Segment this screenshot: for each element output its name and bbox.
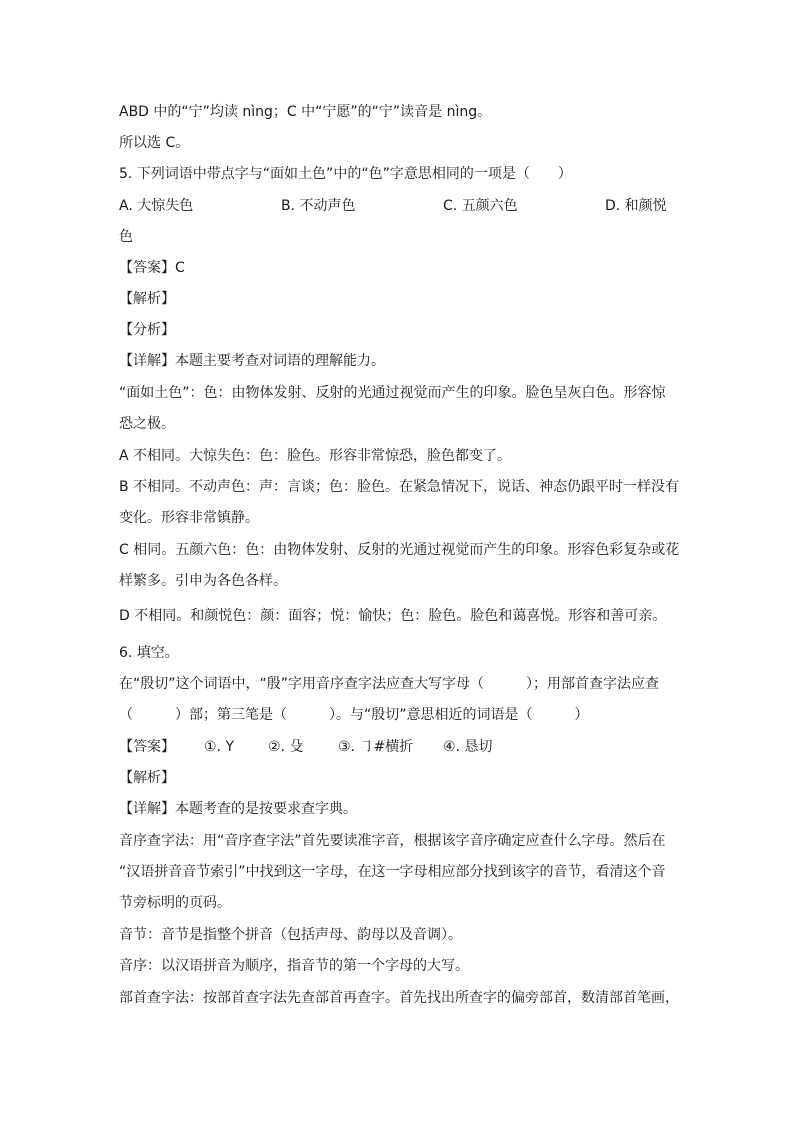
option-a: A. 大惊失色 xyxy=(119,198,194,214)
analysis-label: 【解析】 xyxy=(119,770,175,786)
paragraph-line: 在“殷切”这个词语中，“殷”字用音序查字法应查大写字母（ ）；用部首查字法应查 xyxy=(119,676,660,692)
paragraph-line: 音节：音节是指整个拼音（包括声母、韵母以及音调）。 xyxy=(119,927,462,943)
paragraph-line: 恐之极。 xyxy=(119,416,175,432)
answer-item-3: ③. ㇆#横折 xyxy=(338,739,414,755)
option-d-continued: 色 xyxy=(119,229,133,245)
option-d: D. 和颜悦 xyxy=(605,198,667,214)
analysis-label: 【解析】 xyxy=(119,291,175,307)
paragraph-line: 节旁标明的页码。 xyxy=(119,895,231,911)
paragraph-line: C 相同。五颜六色：色：由物体发射、反射的光通过视觉而产生的印象。形容色彩复杂或花 xyxy=(119,542,680,558)
option-b: B. 不动声色 xyxy=(281,198,356,214)
breakdown-label: 【分析】 xyxy=(119,322,175,338)
answer-item-2: ②. 殳 xyxy=(268,739,304,755)
paragraph-line: 音序：以汉语拼音为顺序，指音节的第一个字母的大写。 xyxy=(119,958,469,974)
paragraph-line: A 不相同。大惊失色：色：脸色。形容非常惊恐，脸色都变了。 xyxy=(119,448,512,464)
detail-line: 【详解】本题主要考查对词语的理解能力。 xyxy=(119,353,385,369)
detail-line: 【详解】本题考查的是按要求查字典。 xyxy=(119,801,357,817)
answer-label: 【答案】C xyxy=(119,260,185,276)
text-line: 所以选 C。 xyxy=(119,135,190,151)
answer-item-1: ①. Y xyxy=(204,739,235,755)
question-5-stem: 5. 下列词语中带点字与“面如土色”中的“色”字意思相同的一项是（ ） xyxy=(119,166,572,182)
paragraph-line: 音序查字法：用“音序查字法”首先要读准字音，根据该字音序确定应查什么字母。然后在 xyxy=(119,833,666,849)
paragraph-line: “面如土色”：色：由物体发射、反射的光通过视觉而产生的印象。脸色呈灰白色。形容惊 xyxy=(119,385,666,401)
paragraph-line: “汉语拼音音节索引”中找到这一字母，在这一字母相应部分找到该字的音节，看清这个音 xyxy=(119,864,666,880)
question-6-stem: 6. 填空。 xyxy=(119,645,179,661)
option-c: C. 五颜六色 xyxy=(443,198,518,214)
paragraph-line: B 不相同。不动声色：声：言谈；色：脸色。在紧急情况下，说话、神态仍跟平时一样没有 xyxy=(119,479,680,495)
paragraph-line: （ ）部；第三笔是（ ）。与“殷切”意思相近的词语是（ ） xyxy=(119,707,589,723)
answer-label: 【答案】 xyxy=(119,739,175,755)
paragraph-line: D 不相同。和颜悦色：颜：面容；悦：愉快；色：脸色。脸色和蔼喜悦。形容和善可亲。 xyxy=(119,608,667,624)
answer-item-4: ④. 恳切 xyxy=(443,739,493,755)
paragraph-line: 变化。形容非常镇静。 xyxy=(119,510,259,526)
paragraph-line: 部首查字法：按部首查字法先查部首再查字。首先找出所查字的偏旁部首，数清部首笔画， xyxy=(119,990,679,1006)
paragraph-line: 样繁多。引申为各色各样。 xyxy=(119,573,287,589)
text-line: ABD 中的“宁”均读 nìng；C 中“宁愿”的“宁”读音是 nìng。 xyxy=(119,104,492,120)
